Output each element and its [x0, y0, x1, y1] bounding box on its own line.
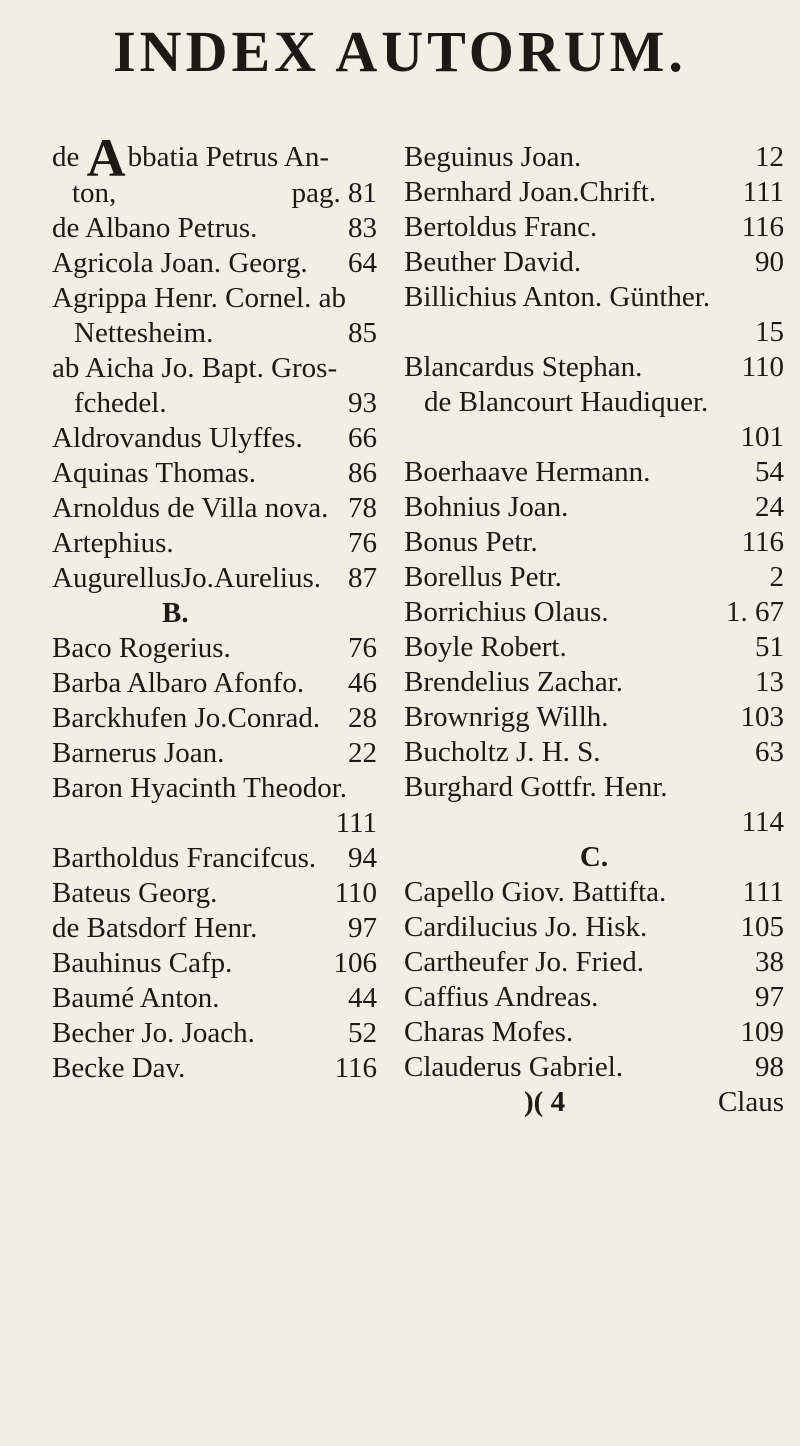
index-entry [52, 491, 377, 526]
entry-page: 111 [742, 176, 784, 208]
entry-page: 111 [742, 876, 784, 908]
index-entry [404, 700, 784, 735]
entry-name: Caffius Andreas. [404, 981, 599, 1013]
entry-name: Bucholtz J. H. S. [404, 736, 601, 768]
entry-page: 78 [348, 492, 377, 524]
index-entry [404, 175, 784, 210]
entry-name: AugurellusJo.Aurelius. [52, 562, 322, 594]
index-entry [404, 525, 784, 560]
entry-name: Baron Hyacinth Theodor. [52, 772, 348, 804]
left-column [52, 140, 377, 1086]
section-heading-c: C. [579, 841, 609, 873]
entry-name: fchedel. [74, 387, 167, 419]
catchword: Claus [717, 1086, 784, 1118]
entry-name: Aquinas Thomas. [52, 457, 257, 489]
entry-prefix: de [52, 141, 80, 173]
index-entry [404, 560, 784, 595]
index-entry [404, 140, 784, 175]
entry-name: Brendelius Zachar. [404, 666, 624, 698]
entry-page: 97 [755, 981, 784, 1013]
entry-page-continuation: 111 [335, 807, 377, 839]
entry-name: ton, [72, 177, 117, 209]
index-entry [52, 526, 377, 561]
left-entries-b [52, 631, 377, 1086]
entry-page: 109 [740, 1016, 784, 1048]
entry-name: Barckhufen Jo.Conrad. [52, 702, 321, 734]
entry-name: de Albano Petrus. [52, 212, 258, 244]
entry-name: Bertoldus Franc. [404, 211, 598, 243]
entry-name: Baumé Anton. [52, 982, 220, 1014]
right-entries-c [404, 875, 784, 1085]
entry-name: Agricola Joan. Georg. [52, 247, 308, 279]
entry-page: 13 [755, 666, 784, 698]
index-entry [52, 981, 377, 1016]
entry-page: 12 [755, 141, 784, 173]
section-heading-b: B. [162, 597, 189, 629]
entry-name: Arnoldus de Villa nova. [52, 492, 329, 524]
entry-page: 87 [348, 562, 377, 594]
entry-page: 116 [741, 526, 784, 558]
entry-page: 63 [755, 736, 784, 768]
entry-name: Burghard Gottfr. Henr. [404, 771, 668, 803]
left-entries-a [52, 176, 377, 596]
page-title: INDEX AUTORUM. [113, 19, 687, 84]
entry-name: Borellus Petr. [404, 561, 562, 593]
index-entry [52, 911, 377, 946]
entry-page: 38 [755, 946, 784, 978]
index-entry [404, 735, 784, 770]
index-entry-first [52, 140, 377, 176]
entry-page: 83 [348, 212, 377, 244]
index-entry [404, 490, 784, 525]
entry-page: pag. 81 [291, 177, 377, 209]
entry-name: Boyle Robert. [404, 631, 567, 663]
entry-page: 76 [348, 527, 377, 559]
signature-line [404, 1085, 784, 1120]
entry-page: 2 [769, 561, 784, 593]
entry-page: 85 [348, 317, 377, 349]
entry-name: Beuther David. [404, 246, 582, 278]
index-entry [404, 350, 784, 385]
index-entry [404, 595, 784, 630]
entry-page: 90 [755, 246, 784, 278]
entry-name: Bauhinus Cafp. [52, 947, 233, 979]
entry-page: 116 [334, 1052, 377, 1084]
entry-name: Barba Albaro Afonfo. [52, 667, 305, 699]
entry-name: Artephius. [52, 527, 174, 559]
index-entry [404, 1015, 784, 1050]
entry-page: 86 [348, 457, 377, 489]
right-column [404, 140, 784, 1120]
entry-page: 24 [755, 491, 784, 523]
entry-name: Agrippa Henr. Cornel. ab [52, 282, 346, 314]
index-entry [52, 631, 377, 666]
entry-page: 1. 67 [726, 596, 784, 628]
entry-page: 110 [741, 351, 784, 383]
entry-name: Bohnius Joan. [404, 491, 569, 523]
index-entry [52, 561, 377, 596]
entry-name: Aldrovandus Ulyffes. [52, 422, 303, 454]
right-entries-b-cont [404, 140, 784, 840]
entry-page: 103 [740, 701, 784, 733]
entry-name: Brownrigg Willh. [404, 701, 609, 733]
entry-name: de Blancourt Haudiquer. [424, 386, 709, 418]
entry-name: Becher Jo. Joach. [52, 1017, 255, 1049]
entry-page: 76 [348, 632, 377, 664]
entry-name: Beguinus Joan. [404, 141, 582, 173]
index-entry [404, 875, 784, 910]
entry-page: 116 [741, 211, 784, 243]
entry-name: Cardilucius Jo. Hisk. [404, 911, 648, 943]
entry-page: 66 [348, 422, 377, 454]
entry-name: Cartheufer Jo. Fried. [404, 946, 644, 978]
index-entry [52, 701, 377, 736]
entry-name: Barnerus Joan. [52, 737, 225, 769]
index-entry [52, 176, 377, 211]
index-entry [404, 770, 784, 805]
entry-name: Charas Mofes. [404, 1016, 574, 1048]
entry-page-continuation: 101 [740, 421, 784, 453]
signature-mark: )( 4 [524, 1086, 566, 1118]
entry-page: 51 [755, 631, 784, 663]
entry-page-continuation: 15 [755, 316, 784, 348]
entry-name: Bateus Georg. [52, 877, 218, 909]
entry-page: 28 [348, 702, 377, 734]
entry-page: 106 [333, 947, 377, 979]
entry-name: Becke Dav. [52, 1052, 186, 1084]
entry-page: 22 [348, 737, 377, 769]
entry-name: Blancardus Stephan. [404, 351, 643, 383]
entry-page: 98 [755, 1051, 784, 1083]
index-entry [404, 630, 784, 665]
entry-page: 110 [334, 877, 377, 909]
entry-name: Capello Giov. Battifta. [404, 876, 667, 908]
entry-page: 46 [348, 667, 377, 699]
entry-name: Bartholdus Francifcus. [52, 842, 317, 874]
index-entry [52, 1016, 377, 1051]
index-entry [52, 386, 377, 421]
entry-name: Nettesheim. [74, 317, 214, 349]
entry-name: de Batsdorf Henr. [52, 912, 258, 944]
entry-name: Bonus Petr. [404, 526, 538, 558]
index-entry [404, 1050, 784, 1085]
index-entry [52, 666, 377, 701]
entry-name: ab Aicha Jo. Bapt. Gros- [52, 352, 338, 384]
index-entry [52, 946, 377, 981]
entry-page: 64 [348, 247, 377, 279]
index-entry [404, 280, 784, 315]
index-entry [404, 980, 784, 1015]
entry-page: 54 [755, 456, 784, 488]
entry-name: Baco Rogerius. [52, 632, 231, 664]
index-entry [52, 281, 377, 316]
index-entry [52, 351, 377, 386]
index-entry [52, 246, 377, 281]
index-entry [52, 771, 377, 806]
index-entry [52, 421, 377, 456]
entry-page: 52 [348, 1017, 377, 1049]
index-entry [52, 876, 377, 911]
entry-name: Clauderus Gabriel. [404, 1051, 624, 1083]
entry-page-continuation: 114 [741, 806, 784, 838]
entry-name: Borrichius Olaus. [404, 596, 609, 628]
entry-page: 97 [348, 912, 377, 944]
index-entry [52, 316, 377, 351]
entry-page: 94 [348, 842, 377, 874]
index-entry [404, 245, 784, 280]
index-entry [52, 841, 377, 876]
index-entry [52, 211, 377, 246]
index-entry [404, 210, 784, 245]
index-entry [52, 1051, 377, 1086]
entry-name: Boerhaave Hermann. [404, 456, 651, 488]
entry-name: bbatia Petrus An- [127, 141, 329, 173]
entry-page: 44 [348, 982, 377, 1014]
entry-name: Bernhard Joan.Chrift. [404, 176, 657, 208]
initial-letter: A [86, 140, 126, 176]
index-entry [404, 945, 784, 980]
index-entry [404, 455, 784, 490]
index-entry [52, 736, 377, 771]
entry-name: Billichius Anton. Günther. [404, 281, 711, 313]
entry-page: 93 [348, 387, 377, 419]
entry-page: 105 [740, 911, 784, 943]
index-entry [404, 665, 784, 700]
index-entry [404, 910, 784, 945]
index-entry [404, 385, 784, 420]
index-entry [52, 456, 377, 491]
